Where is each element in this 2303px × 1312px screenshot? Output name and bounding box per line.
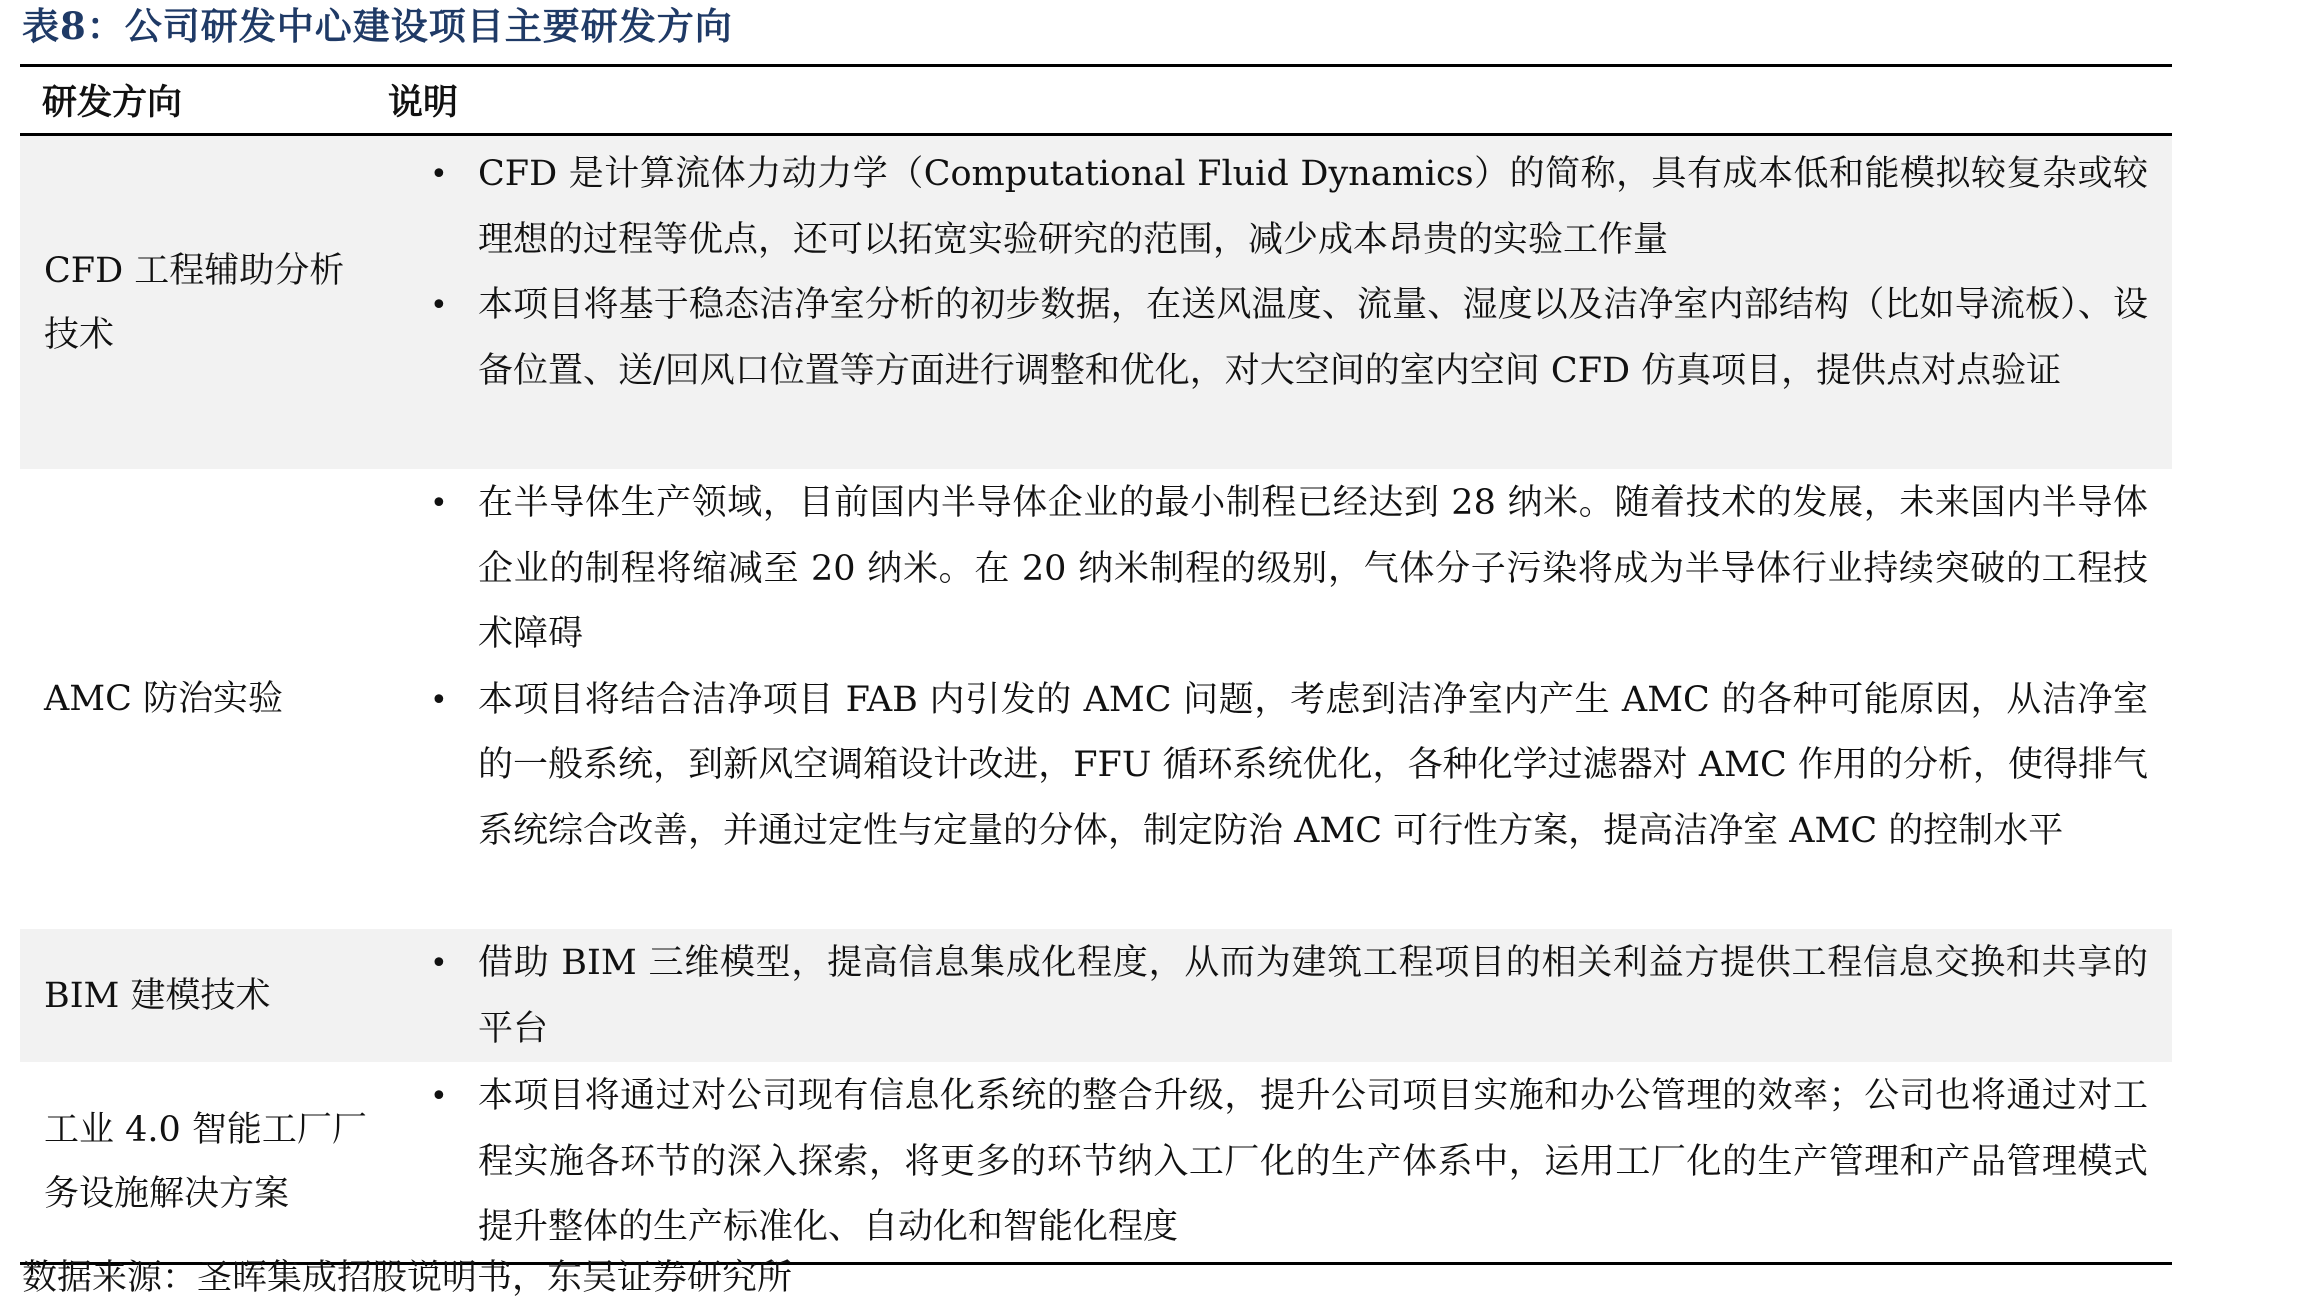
table-row [20, 136, 2172, 469]
list-item: • CFD 是计算流体力动力学（Computational Fluid Dynamics）的简称，具有成本低和能模拟较复杂或较理想的过程等优点，还可以拓宽实验研究的范围，减少成本昂贵的实验工作量 [388, 142, 2172, 273]
list-item: • 本项目将通过对公司现有信息化系统的整合升级，提升公司项目实施和办公管理的效率；公司也将通过对工程实施各环节的深入探索，将更多的环节纳入工厂化的生产体系中，运用工厂化的生产管理和产品管理模式提升整体的生产标准化、自动化和智能化程度 [388, 1064, 2172, 1261]
table-header [20, 67, 2172, 136]
row-description [388, 929, 2172, 1062]
bullet-icon: • [430, 486, 448, 521]
bullet-icon: • [430, 946, 448, 981]
table-row [20, 1062, 2172, 1262]
row-direction-label: CFD 工程辅助分析技术 [44, 250, 345, 355]
row-description [388, 469, 2172, 929]
bullet-icon: • [430, 682, 448, 718]
research-direction-table [20, 64, 2172, 1265]
bullet-icon: • [430, 157, 448, 192]
bullet-icon: • [430, 288, 448, 323]
header-description: 说明 [388, 82, 459, 123]
table-title: 表8：公司研发中心建设项目主要研发方向 [22, 4, 733, 48]
row-direction-label: BIM 建模技术 [44, 975, 271, 1016]
table-row [20, 929, 2172, 1062]
header-direction: 研发方向 [42, 82, 183, 123]
bullet-icon: • [430, 1079, 448, 1114]
table-row [20, 469, 2172, 929]
list-item: • 本项目将基于稳态洁净室分析的初步数据，在送风温度、流量、湿度以及洁净室内部结构（比如导流板）、设备位置、送/回风口位置等方面进行调整和优化，对大空间的室内空间 CFD 仿真项目，提供点对点验证 [388, 273, 2172, 404]
list-item: • 借助 BIM 三维模型，提高信息集成化程度，从而为建筑工程项目的相关利益方提供工程信息交换和共享的平台 [388, 931, 2172, 1062]
row-direction-label: 工业 4.0 智能工厂厂务设施解决方案 [44, 1110, 367, 1214]
list-item: • 本项目将结合洁净项目 FAB 内引发的 AMC 问题，考虑到洁净室内产生 AMC 的各种可能原因，从洁净室的一般系统，到新风空调箱设计改进，FFU 循环系统优化，各种化学过滤器对 AMC 作用的分析，使得排气系统综合改善，并通过定性与定量的分体，制定防治 AMC 可行性方案，提高洁净室 AMC 的控制水平 [388, 668, 2172, 865]
source-note: 数据来源：圣晖集成招股说明书，东吴证券研究所 [22, 1258, 793, 1298]
row-description [388, 136, 2172, 469]
list-item: • 在半导体生产领域，目前国内半导体企业的最小制程已经达到 28 纳米。随着技术的发展，未来国内半导体企业的制程将缩减至 20 纳米。在 20 纳米制程的级别，气体分子污染将成为半导体行业持续突破的工程技术障碍 [388, 471, 2172, 668]
row-direction-label: AMC 防治实验 [44, 679, 284, 719]
row-description [388, 1062, 2172, 1262]
